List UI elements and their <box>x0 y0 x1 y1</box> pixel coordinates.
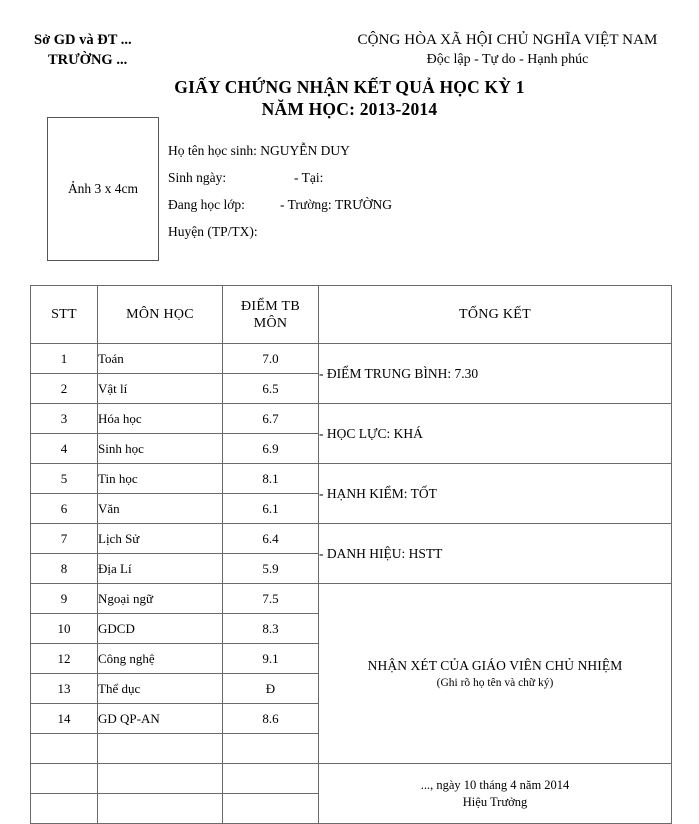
cell-score: Đ <box>223 674 319 704</box>
summary-average: - ĐIỂM TRUNG BÌNH: 7.30 <box>319 344 672 404</box>
table-header-row <box>31 286 672 344</box>
student-school-label: - Trường: <box>280 197 332 212</box>
results-table <box>30 285 672 824</box>
teacher-comment-note: (Ghi rõ họ tên và chữ ký) <box>436 676 554 689</box>
cell-subject: Công nghệ <box>98 644 223 674</box>
cell-stt: 6 <box>31 494 98 524</box>
table-body <box>31 344 672 824</box>
student-name-label: Họ tên học sinh: <box>168 143 257 158</box>
school-authority-block <box>30 30 240 70</box>
cell-stt: 13 <box>31 674 98 704</box>
col-header-score-line2: MÔN <box>253 315 288 331</box>
cell-stt: 9 <box>31 584 98 614</box>
student-class-label: Đang học lớp: <box>168 197 245 212</box>
cell-score: 6.5 <box>223 374 319 404</box>
cell-subject: Ngoại ngữ <box>98 584 223 614</box>
table-row <box>31 524 672 554</box>
student-district-row <box>168 218 588 245</box>
school-year-subtitle: NĂM HỌC: 2013-2014 <box>261 99 438 119</box>
certificate-title: GIẤY CHỨNG NHẬN KẾT QUẢ HỌC KỲ 1 <box>174 77 525 97</box>
cell-score <box>223 794 319 824</box>
cell-subject: Địa Lí <box>98 554 223 584</box>
cell-stt: 3 <box>31 404 98 434</box>
signature-role: Hiệu Trưởng <box>462 794 528 809</box>
national-motto: Độc lập - Tự do - Hạnh phúc <box>426 52 589 67</box>
cell-stt <box>31 794 98 824</box>
cell-score: 7.5 <box>223 584 319 614</box>
table-row <box>31 464 672 494</box>
national-title: CỘNG HÒA XÃ HỘI CHỦ NGHĨA VIỆT NAM <box>357 32 658 48</box>
national-header-block <box>330 30 685 70</box>
cell-subject <box>98 794 223 824</box>
table-row <box>31 344 672 374</box>
signature-date: ..., ngày 10 tháng 4 năm 2014 <box>420 777 570 792</box>
cell-subject: GD QP-AN <box>98 704 223 734</box>
cell-score: 5.9 <box>223 554 319 584</box>
col-header-stt: STT <box>31 286 98 344</box>
student-school-value: TRƯỜNG <box>334 197 392 212</box>
cell-stt: 8 <box>31 554 98 584</box>
student-class-row <box>168 191 588 218</box>
cell-subject <box>98 764 223 794</box>
photo-label: Ảnh 3 x 4cm <box>67 181 139 196</box>
school-line: TRƯỜNG ... <box>48 52 128 68</box>
student-dob-row <box>168 164 588 191</box>
cell-subject: Hóa học <box>98 404 223 434</box>
cell-stt: 14 <box>31 704 98 734</box>
cell-score: 6.9 <box>223 434 319 464</box>
cell-score <box>223 734 319 764</box>
teacher-comment-title: NHẬN XÉT CỦA GIÁO VIÊN CHỦ NHIỆM <box>367 657 623 673</box>
cell-subject <box>98 734 223 764</box>
photo-placeholder <box>47 117 159 261</box>
cell-score: 6.1 <box>223 494 319 524</box>
cell-score: 8.1 <box>223 464 319 494</box>
table-header <box>31 286 672 344</box>
cell-subject: Văn <box>98 494 223 524</box>
cell-score: 8.3 <box>223 614 319 644</box>
table-row <box>31 404 672 434</box>
col-header-subject: MÔN HỌC <box>98 286 223 344</box>
cell-subject: Tin học <box>98 464 223 494</box>
cell-score: 8.6 <box>223 704 319 734</box>
cell-stt <box>31 734 98 764</box>
student-district-label: Huyện (TP/TX): <box>168 224 258 239</box>
cell-stt <box>31 764 98 794</box>
cell-stt: 10 <box>31 614 98 644</box>
cell-subject: Sinh học <box>98 434 223 464</box>
col-header-score-line1: ĐIỂM TB <box>240 298 300 314</box>
summary-academic-rank: - HỌC LỰC: KHÁ <box>319 404 672 464</box>
cell-stt: 2 <box>31 374 98 404</box>
student-dob-label: Sinh ngày: <box>168 170 227 185</box>
summary-award: - DANH HIỆU: HSTT <box>319 524 672 584</box>
cell-stt: 7 <box>31 524 98 554</box>
col-header-score <box>223 286 319 344</box>
cell-score: 6.4 <box>223 524 319 554</box>
cell-score: 6.7 <box>223 404 319 434</box>
student-birthplace-label: - Tại: <box>294 170 324 185</box>
cell-stt: 5 <box>31 464 98 494</box>
col-header-summary: TỔNG KẾT <box>319 286 672 344</box>
signature-cell <box>319 764 672 824</box>
cell-score: 9.1 <box>223 644 319 674</box>
summary-conduct: - HẠNH KIỂM: TỐT <box>319 464 672 524</box>
cell-stt: 12 <box>31 644 98 674</box>
cell-score <box>223 764 319 794</box>
student-name-row <box>168 137 588 164</box>
cell-stt: 4 <box>31 434 98 464</box>
page-title <box>0 76 699 120</box>
teacher-comment-cell <box>319 584 672 764</box>
cell-subject: GDCD <box>98 614 223 644</box>
table-row <box>31 764 672 794</box>
table-row <box>31 584 672 614</box>
cell-subject: Vật lí <box>98 374 223 404</box>
department-line: Sở GD và ĐT ... <box>34 32 132 48</box>
cell-subject: Thể dục <box>98 674 223 704</box>
cell-subject: Lịch Sử <box>98 524 223 554</box>
cell-subject: Toán <box>98 344 223 374</box>
cell-score: 7.0 <box>223 344 319 374</box>
cell-stt: 1 <box>31 344 98 374</box>
student-name-value: NGUYỄN DUY <box>260 143 350 158</box>
student-info-block <box>168 137 588 245</box>
